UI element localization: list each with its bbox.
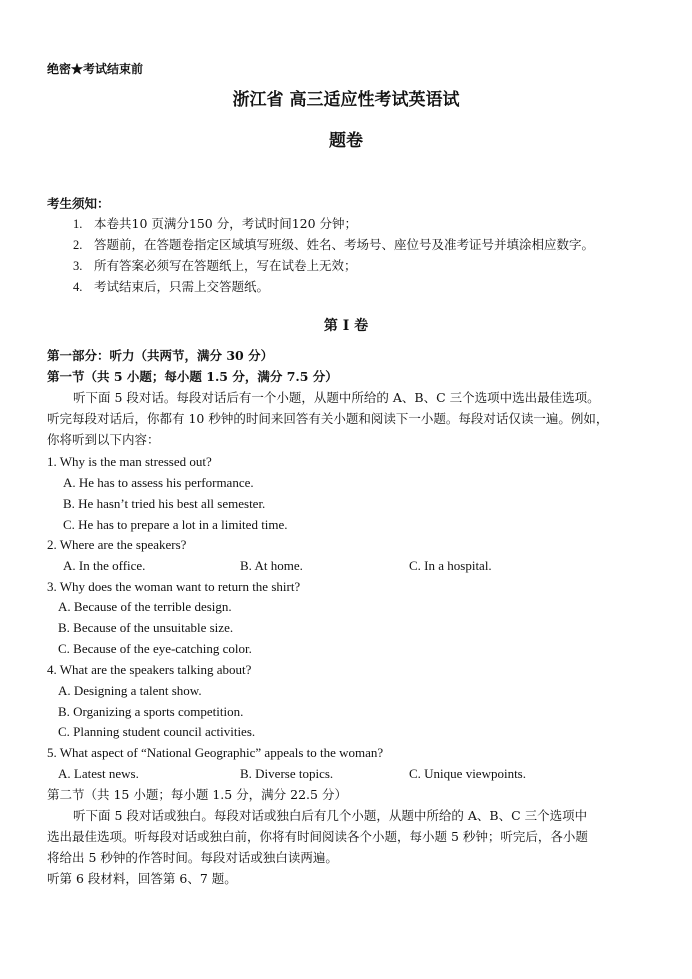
question-option: C. Because of the eye-catching color. (58, 641, 252, 656)
question-option: B. He hasn’t tried his best all semester. (63, 496, 266, 511)
question-option: B. Because of the unsuitable size. (58, 620, 234, 635)
question-option: A. He has to assess his performance. (63, 475, 254, 490)
section2-intro-line: 选出最佳选项。听每段对话或独白前，你将有时间阅读各个小题，每小题 5 秒钟；听完后，各小题 (47, 829, 588, 844)
notice-item: 考试结束后，只需上交答题纸。 (94, 279, 270, 294)
question-option: C. Planning student council activities. (58, 724, 256, 739)
notice-item: 本卷共10 页满分150 分，考试时间120 分钟； (94, 216, 358, 231)
question-stem: 5. What aspect of “National Geographic” appeals to the woman? (47, 745, 384, 760)
notice-item-number: 2. (73, 238, 83, 252)
question-option: B. Organizing a sports competition. (58, 704, 244, 719)
question-option: C. In a hospital. (409, 558, 492, 573)
material-6-instruction: 听第 6 段材料，回答第 6、7 题。 (47, 871, 237, 886)
question-option: A. In the office. (63, 558, 146, 573)
section2-intro-line: 听下面 5 段对话或独白。每段对话或独白后有几个小题，从题中所给的 A、B、C 三个选项中 (73, 808, 588, 823)
section2-intro-line: 将给出 5 秒钟的作答时间。每段对话或独白读两遍。 (47, 850, 338, 865)
question-stem: 1. Why is the man stressed out? (47, 454, 212, 469)
volume-heading: 第 I 卷 (323, 318, 369, 334)
notice-item: 所有答案必须写在答题纸上，写在试卷上无效； (94, 258, 357, 273)
question-option: B. At home. (240, 558, 303, 573)
secret-label: 绝密★考试结束前 (47, 62, 144, 76)
notice-item: 答题前，在答题卷指定区域填写班级、姓名、考场号、座位号及准考证号并填涂相应数字。 (94, 237, 595, 252)
question-option: A. Latest news. (58, 766, 139, 781)
section1-heading: 第一节（共 5 小题；每小题 1.5 分，满分 7.5 分） (47, 369, 338, 384)
exam-title: 浙江省 高三适应性考试英语试 (232, 90, 460, 110)
section1-intro-line: 听完每段对话后，你都有 10 秒钟的时间来回答有关小题和阅读下一小题。每段对话仅读一遍。例如， (47, 411, 609, 426)
question-option: C. He has to prepare a lot in a limited time. (63, 517, 288, 532)
section2-heading: 第二节（共 15 小题；每小题 1.5 分，满分 22.5 分） (47, 787, 347, 802)
question-stem: 4. What are the speakers talking about? (47, 662, 252, 677)
notice-item-number: 1. (73, 217, 83, 231)
question-stem: 2. Where are the speakers? (47, 537, 187, 552)
notice-heading: 考生须知： (47, 196, 110, 211)
exam-title-continued: 题卷 (329, 131, 363, 151)
notice-item-number: 4. (73, 280, 83, 294)
question-option: C. Unique viewpoints. (409, 766, 526, 781)
question-option: A. Because of the terrible design. (58, 599, 232, 614)
part1-heading: 第一部分：听力（共两节，满分 30 分） (47, 348, 274, 363)
section1-intro-line: 你将听到以下内容： (47, 432, 160, 447)
notice-item-number: 3. (73, 259, 83, 273)
question-option: A. Designing a talent show. (58, 683, 202, 698)
question-option: B. Diverse topics. (240, 766, 334, 781)
question-stem: 3. Why does the woman want to return the shirt? (47, 579, 301, 594)
section1-intro-line: 听下面 5 段对话。每段对话后有一个小题，从题中所给的 A、B、C 三个选项中选出最佳选项。 (73, 390, 600, 405)
